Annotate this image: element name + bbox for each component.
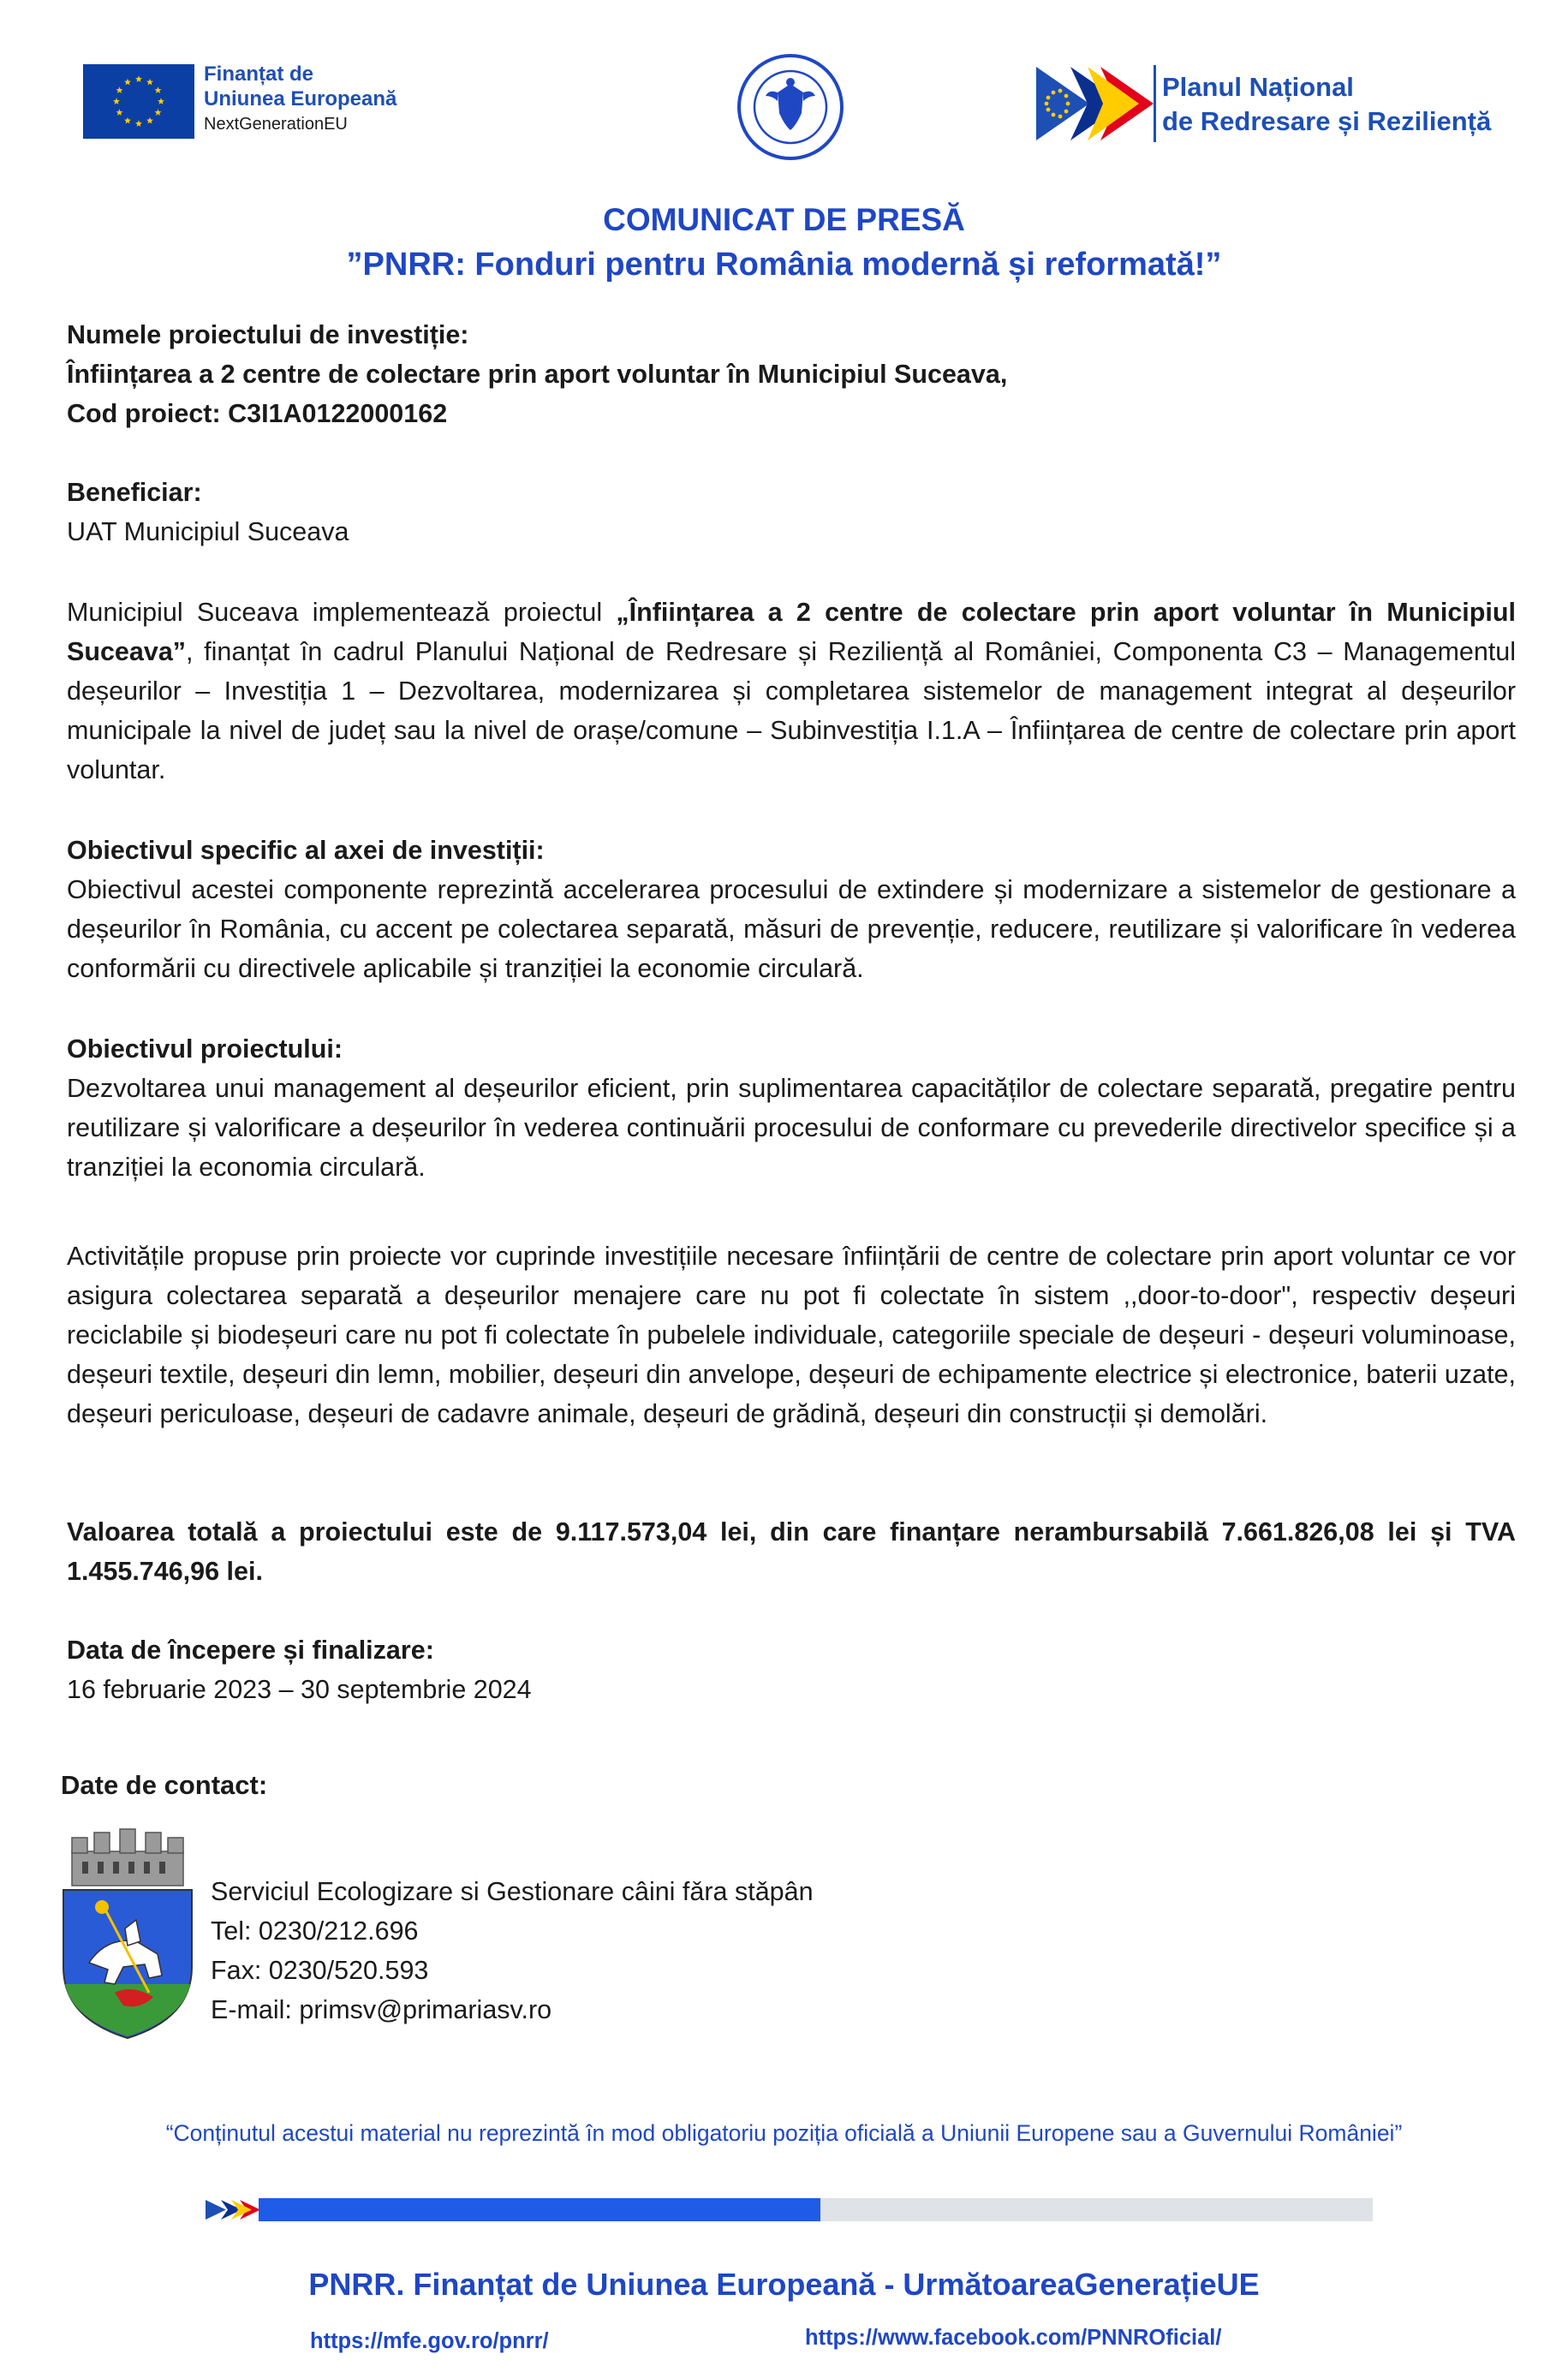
project-name: Înființarea a 2 centre de colectare prin aport voluntar în Municipiul Suceava, [67,360,1008,389]
coat-of-arms-icon [55,1826,200,2040]
intro-text-end: , finanțat în cadrul Planului Național de Redresare și Reziliență al României, Componenta C3 – Managementul deșeurilor – Investiția 1 – Dezvoltarea, modernizarea și completarea sistemelor de management integrat al deșeurilor municipale la nivel de județ sau la nivel de orașe/comune – Subinvestiția I.1.A – Înființarea de centre de colectare prin aport voluntar. [67,637,1516,784]
government-seal-icon [735,51,846,163]
contact-phone: Tel: 0230/212.696 [211,1916,419,1946]
eu-line-2: Uniunea Europeană [204,87,397,110]
project-value-paragraph: Valoarea totală a proiectului este de 9.117.573,04 lei, din care finanțare nerambursabilă 7.661.826,08 lei și TVA 1.455.746,96 lei. [67,1517,1516,1586]
beneficiary-section [67,473,1516,551]
pnrr-program-label [1162,70,1522,139]
footer-bar-blue [206,2198,820,2221]
dates-value: 16 februarie 2023 – 30 septembrie 2024 [67,1675,532,1704]
project-name-section [67,315,1516,433]
contact-details [211,1872,1067,2029]
pnrr-line-2: de Redresare și Reziliență [1162,106,1492,136]
contact-heading: Date de contact: [61,1770,268,1800]
suceava-coat-of-arms [55,1826,200,2040]
eu-stars-icon [83,64,194,139]
contact-service: Serviciul Ecologizare si Gestionare câini fǎra stǎpân [211,1877,814,1906]
specific-objective-text: Obiectivul acestei componente reprezintă accelerarea procesului de extindere și modernizare a sistemelor de gestionare a deșeurilor în România, cu accent pe colectarea separată, măsuri de prevenție, reducere, reutilizare și valorificare în vederea conformării cu directivele aplicabile și tranziției la economie circulară. [67,875,1516,983]
footer-title: PNRR. Finanțat de Uniunea Europeană - UrmătoareaGenerațieUE [308,2267,1260,2302]
facebook-link[interactable]: https://www.facebook.com/PNNROficial/ [805,2326,1222,2350]
specific-objective-label: Obiectivul specific al axei de investiții: [67,836,545,865]
intro-text-start: Municipiul Suceava implementează proiectul [67,598,617,627]
pnrr-logo-mark [1036,65,1156,142]
beneficiary-value: UAT Municipiul Suceava [67,517,349,546]
activities-paragraph: Activitățile propuse prin proiecte vor cuprinde investițiile necesare înființării de centre de colectare prin aport voluntar ce vor asigura colectarea separată a deșeurilor menajere care nu pot fi colectate în sistem ,,door-to-door", respectiv deșeuri reciclabile și biodeșeuri care nu pot fi colectate în pubelele individuale, categoriile speciale de deșeuri - deșeuri voluminoase, deșeuri textile, deșeuri din lemn, mobilier, deșeuri din anvelope, deșeuri de echipamente electrice și electronice, baterii uzate, deșeuri periculoase, deșeuri de cadavre animale, deșeuri de grădină, deșeuri din construcții și demolări. [67,1242,1516,1428]
footer-bar-grey [820,2198,1373,2221]
footer-color-bar [206,2198,1373,2221]
project-code: Cod proiect: C3I1A0122000162 [67,399,448,428]
eu-line-3: NextGenerationEU [204,115,348,134]
eu-flag-logo [83,64,194,139]
pnrr-line-1: Planul Național [1162,72,1354,102]
project-name-label: Numele proiectului de investiție: [67,320,469,349]
footer-arrows-icon [206,2196,291,2223]
dates-label: Data de începere și finalizare: [67,1636,434,1665]
eu-line-1: Finanțat de [204,63,314,86]
pnrr-arrows-icon [1036,65,1156,142]
mfe-link[interactable]: https://mfe.gov.ro/pnrr/ [310,2329,549,2353]
press-release-subtitle: ”PNRR: Fonduri pentru România modernă și reformată!” [346,247,1222,283]
project-objective-section [67,1029,1516,1187]
beneficiary-label: Beneficiar: [67,478,202,507]
specific-objective-section [67,831,1516,988]
press-release-title: COMUNICAT DE PRESĂ [603,202,965,237]
disclaimer-text: “Conținutul acestui material nu reprezintă în mod obligatoriu poziția oficială a Uniunii Europene sau a Guvernului României” [165,2120,1403,2146]
intro-project-title: „Înființarea a 2 centre de colectare prin aport voluntar în Municipiul Suceava” [67,598,1516,666]
contact-email[interactable]: E-mail: primsv@primariasv.ro [211,1995,552,2024]
dates-section [67,1630,1516,1709]
project-objective-label: Obiectivul proiectului: [67,1034,343,1064]
intro-paragraph [67,593,1516,790]
romanian-government-seal [735,51,846,163]
project-objective-text: Dezvoltarea unui management al deșeurilor eficient, prin suplimentarea capacităților de colectare separată, pregatire pentru reutilizare și valorificare a deșeurilor în vederea continuării procesului de conformare cu prevederile directivelor specifice și a tranziției la economia circulară. [67,1074,1516,1182]
eu-funding-label [204,62,461,137]
contact-fax: Fax: 0230/520.593 [211,1956,429,1985]
